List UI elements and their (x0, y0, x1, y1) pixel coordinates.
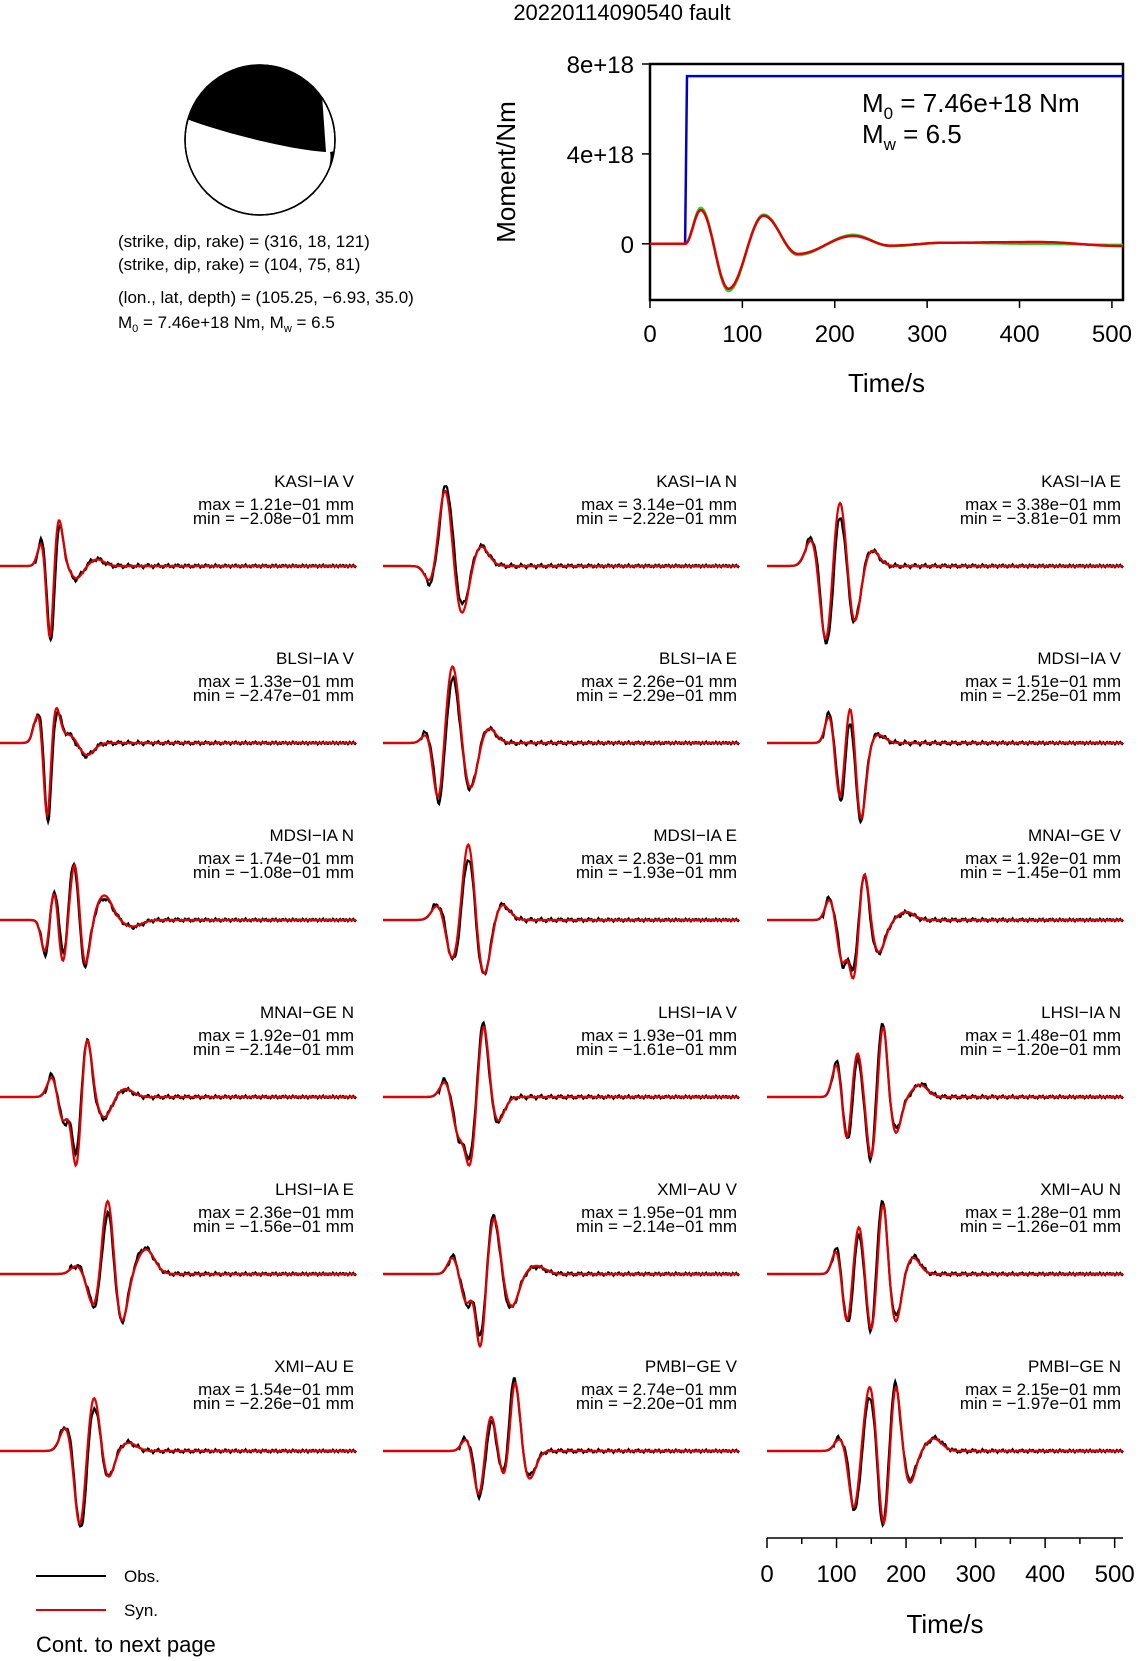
max-amplitude-label: max = 2.36e−01 mm (198, 1203, 354, 1222)
moment-xlabel: Time/s (847, 368, 926, 398)
moment-annotation-m0: $M_0 = 7.46e+18$ Nm (862, 88, 1080, 123)
min-amplitude-label: min = −2.26e−01 mm (192, 1394, 354, 1413)
min-amplitude-label: min = −2.47e−01 mm (192, 686, 354, 705)
min-amplitude-label: min = −1.61e−01 mm (575, 1040, 737, 1059)
waveform-axis-tick-label: 400 (1025, 1561, 1066, 1588)
continuation-note: Cont. to next page (36, 1632, 216, 1657)
waveform-panel (0, 1180, 356, 1323)
waveform-panel (767, 649, 1123, 822)
waveform-panel (767, 1180, 1123, 1332)
moment-ytick-label-0: 8e+18 (566, 52, 634, 79)
max-amplitude-label: max = 2.15e−01 mm (965, 1380, 1121, 1399)
min-amplitude-label: min = −1.26e−01 mm (959, 1217, 1121, 1236)
station-label: LHSI−IA E (275, 1180, 354, 1199)
legend (36, 1567, 160, 1620)
min-amplitude-label: min = −1.08e−01 mm (192, 863, 354, 882)
max-amplitude-label: max = 1.21e−01 mm (198, 495, 354, 514)
max-amplitude-label: max = 1.48e−01 mm (965, 1026, 1121, 1045)
moment-label: $M_0 = 7.46e+18$ Nm, $M_w = 6.5$ (118, 313, 335, 335)
moment-xtick-label-2: 200 (814, 321, 855, 348)
min-amplitude-label: min = −2.20e−01 mm (575, 1394, 737, 1413)
station-label: PMBI−GE V (644, 1357, 737, 1376)
max-amplitude-label: max = 2.83e−01 mm (581, 849, 737, 868)
min-amplitude-label: min = −1.97e−01 mm (959, 1394, 1121, 1413)
waveform-panel (0, 472, 356, 640)
moment-value: 7.46e+18 (157, 313, 230, 332)
waveform-panel (383, 1180, 739, 1346)
moment-rate-chart (491, 52, 1132, 398)
observed-trace (767, 712, 1123, 822)
max-amplitude-label: max = 3.14e−01 mm (581, 495, 737, 514)
moment-ylabel: Moment/Nm (491, 101, 521, 243)
waveform-panel (767, 472, 1123, 643)
legend-obs-label: Obs. (124, 1567, 160, 1586)
max-amplitude-label: max = 1.92e−01 mm (965, 849, 1121, 868)
max-amplitude-label: max = 2.26e−01 mm (581, 672, 737, 691)
waveform-axis-tick-label: 300 (955, 1561, 996, 1588)
waveform-panel (383, 1003, 739, 1165)
waveform-panel (0, 826, 356, 967)
station-label: MNAI−GE N (260, 1003, 354, 1022)
waveform-axis-tick-label: 500 (1094, 1561, 1135, 1588)
moment-xtick-label-1: 100 (722, 321, 763, 348)
station-label: LHSI−IA N (1041, 1003, 1121, 1022)
station-label: KASI−IA N (656, 472, 737, 491)
waveform-panel (0, 649, 356, 822)
waveform-axis-tick-label: 100 (816, 1561, 857, 1588)
figure-title: 20220114090540 fault (513, 0, 731, 25)
station-label: BLSI−IA V (276, 649, 354, 668)
station-label: XMI−AU N (1040, 1180, 1121, 1199)
min-amplitude-label: min = −2.22e−01 mm (575, 509, 737, 528)
moment-ytick-label-1: 4e+18 (566, 141, 634, 169)
max-amplitude-label: max = 1.28e−01 mm (965, 1203, 1121, 1222)
min-amplitude-label: min = −3.81e−01 mm (959, 509, 1121, 528)
station-label: XMI−AU V (657, 1180, 737, 1199)
location-label: (lon., lat, depth) = (105.25, −6.93, 35.0) (118, 288, 414, 307)
min-amplitude-label: min = −1.45e−01 mm (959, 863, 1121, 882)
waveform-panel (383, 472, 739, 613)
moment-xtick-label-0: 0 (643, 321, 657, 348)
max-amplitude-label: max = 1.74e−01 mm (198, 849, 354, 868)
moment-ytick-label-2: 0 (620, 231, 634, 259)
min-amplitude-label: min = −1.93e−01 mm (575, 863, 737, 882)
station-label: BLSI−IA E (659, 649, 737, 668)
mechanism-label-1: (strike, dip, rake) = (316, 18, 121) (118, 232, 370, 251)
synthetic-trace (767, 875, 1123, 978)
observed-trace (767, 519, 1123, 644)
waveform-panel (0, 1003, 356, 1165)
max-amplitude-label: max = 3.38e−01 mm (965, 495, 1121, 514)
waveform-panel (383, 826, 739, 974)
waveform-panel (383, 1357, 739, 1498)
synthetic-trace (383, 1219, 739, 1347)
min-amplitude-label: min = −2.25e−01 mm (959, 686, 1121, 705)
waveform-panel (383, 649, 739, 804)
max-amplitude-label: max = 1.95e−01 mm (581, 1203, 737, 1222)
waveform-panel (767, 826, 1123, 978)
station-label: KASI−IA E (1041, 472, 1121, 491)
waveform-panels (0, 472, 1123, 1526)
min-amplitude-label: min = −2.14e−01 mm (192, 1040, 354, 1059)
max-amplitude-label: max = 1.93e−01 mm (581, 1026, 737, 1045)
max-amplitude-label: max = 1.33e−01 mm (198, 672, 354, 691)
station-label: LHSI−IA V (658, 1003, 737, 1022)
waveform-time-axis (760, 1538, 1134, 1639)
min-amplitude-label: min = −1.20e−01 mm (959, 1040, 1121, 1059)
station-label: KASI−IA V (274, 472, 354, 491)
waveform-xlabel: Time/s (906, 1609, 984, 1639)
station-label: MDSI−IA E (653, 826, 737, 845)
moment-annotation-mw: $M_w = 6.5$ (862, 119, 962, 154)
min-amplitude-label: min = −2.08e−01 mm (192, 509, 354, 528)
waveform-panel (0, 1357, 356, 1526)
min-amplitude-label: min = −2.14e−01 mm (575, 1217, 737, 1236)
max-amplitude-label: max = 1.54e−01 mm (198, 1380, 354, 1399)
moment-series-2 (650, 210, 1123, 289)
min-amplitude-label: min = −1.56e−01 mm (192, 1217, 354, 1236)
synthetic-trace (0, 1398, 356, 1524)
station-label: MDSI−IA N (269, 826, 354, 845)
moment-xtick-label-3: 300 (907, 321, 948, 348)
waveform-panel (767, 1003, 1123, 1161)
station-label: MDSI−IA V (1037, 649, 1121, 668)
waveform-panel (767, 1357, 1123, 1525)
waveform-axis-tick-label: 200 (886, 1561, 927, 1588)
legend-syn-label: Syn. (124, 1601, 159, 1620)
waveform-axis-tick-label: 0 (760, 1561, 774, 1588)
station-label: PMBI−GE N (1027, 1357, 1121, 1376)
station-label: XMI−AU E (274, 1357, 354, 1376)
moment-xtick-label-4: 400 (999, 321, 1040, 348)
moment-xtick-label-5: 500 (1091, 321, 1132, 348)
synthetic-trace (767, 710, 1123, 819)
mechanism-label-2: (strike, dip, rake) = (104, 75, 81) (118, 255, 361, 274)
observed-trace (0, 1408, 356, 1526)
magnitude-value: 6.5 (311, 313, 335, 332)
synthetic-trace (0, 1041, 356, 1166)
max-amplitude-label: max = 2.74e−01 mm (581, 1380, 737, 1399)
min-amplitude-label: min = −2.29e−01 mm (575, 686, 737, 705)
max-amplitude-label: max = 1.51e−01 mm (965, 672, 1121, 691)
beachball-icon (184, 65, 340, 215)
max-amplitude-label: max = 1.92e−01 mm (198, 1026, 354, 1045)
observed-trace (767, 875, 1123, 971)
station-label: MNAI−GE V (1027, 826, 1121, 845)
